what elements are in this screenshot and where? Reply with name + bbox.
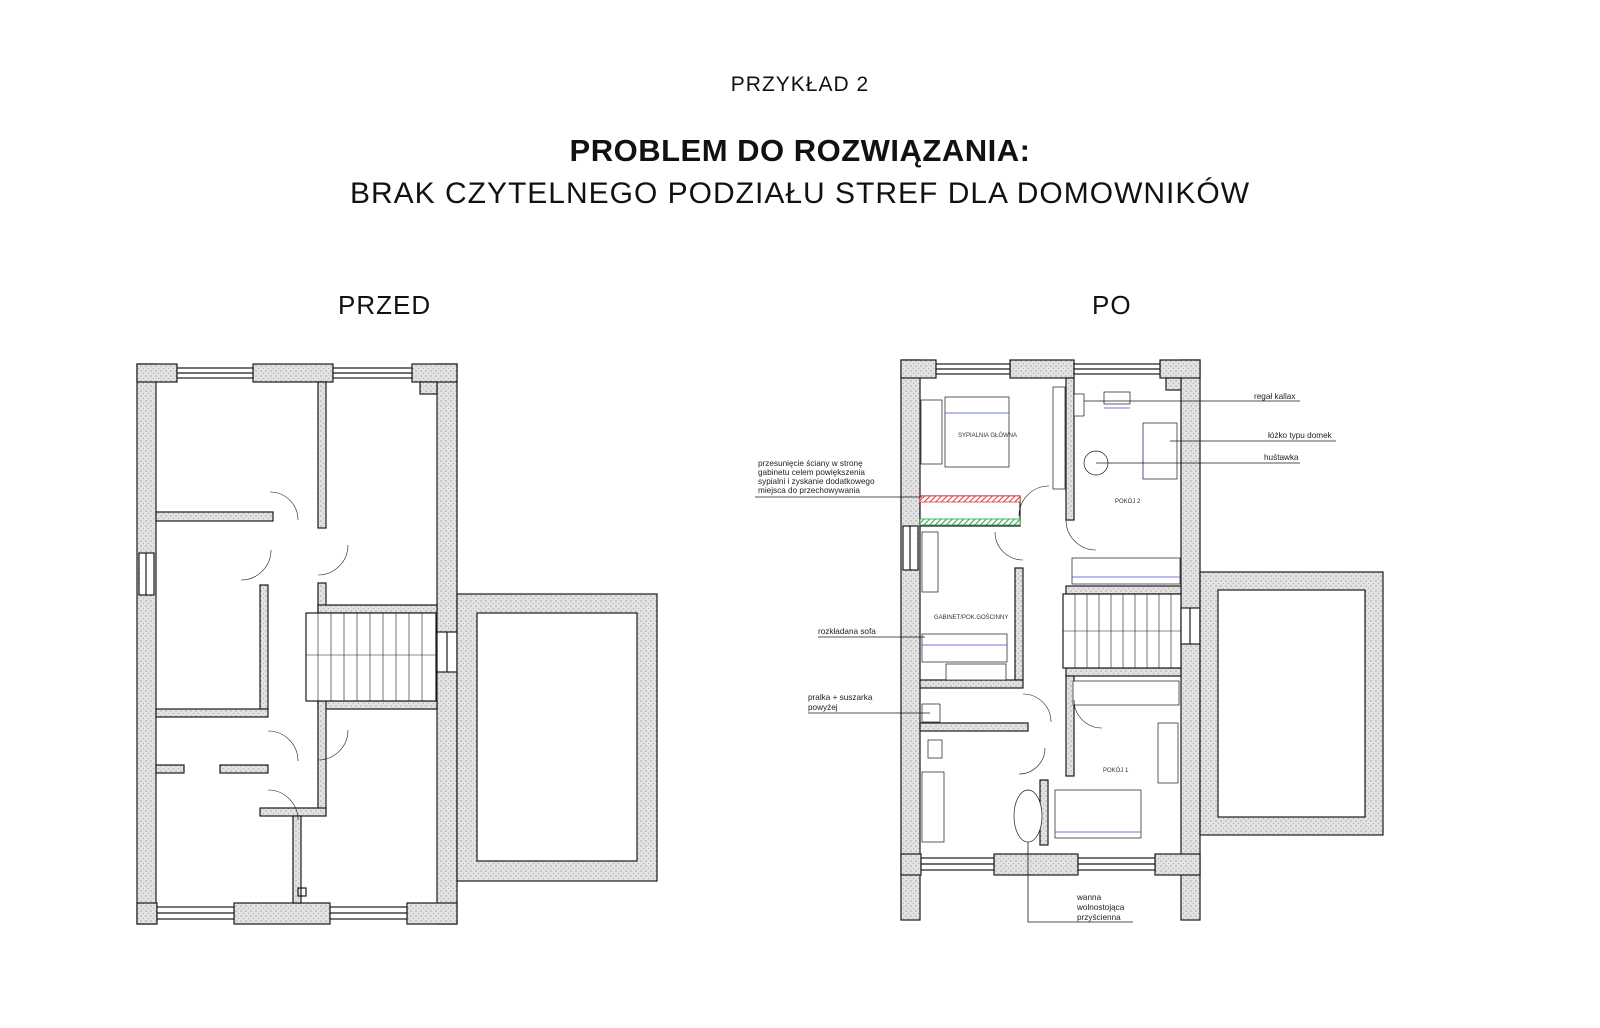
example-number: PRZYKŁAD 2 bbox=[730, 73, 870, 96]
note-sofa: rozkładana sofa bbox=[818, 627, 876, 636]
note-wall-shift: przesunięcie ściany w stronę gabinetu celem powiększenia sypialni i zyskanie dodatkowego miejsca do przechowywania bbox=[758, 459, 875, 495]
note-bathtub: wanna wolnostojąca przyścienna bbox=[1077, 893, 1125, 922]
room-label-room2: POKÓJ 2 bbox=[1115, 499, 1141, 505]
before-plan bbox=[137, 364, 657, 924]
room-label-room1: POKÓJ 1 bbox=[1103, 768, 1129, 774]
before-label: PRZED bbox=[338, 290, 432, 320]
page-title: PROBLEM DO ROZWIĄZANIA: bbox=[569, 133, 1031, 168]
note-laundry: pralka + suszarka powyżej bbox=[808, 693, 873, 712]
page-subtitle: BRAK CZYTELNEGO PODZIAŁU STREF DLA DOMOWNIKÓW bbox=[349, 177, 1251, 210]
after-label: PO bbox=[1092, 290, 1132, 320]
note-swing: huśtawka bbox=[1264, 453, 1299, 462]
note-bed: łóżko typu domek bbox=[1268, 431, 1332, 440]
after-plan bbox=[901, 360, 1383, 920]
note-kallax: regał kallax bbox=[1254, 392, 1296, 401]
room-label-master: SYPIALNIA GŁÓWNA bbox=[958, 433, 1018, 439]
room-label-office: GABINET/POK.GOŚCINNY bbox=[934, 615, 1009, 621]
